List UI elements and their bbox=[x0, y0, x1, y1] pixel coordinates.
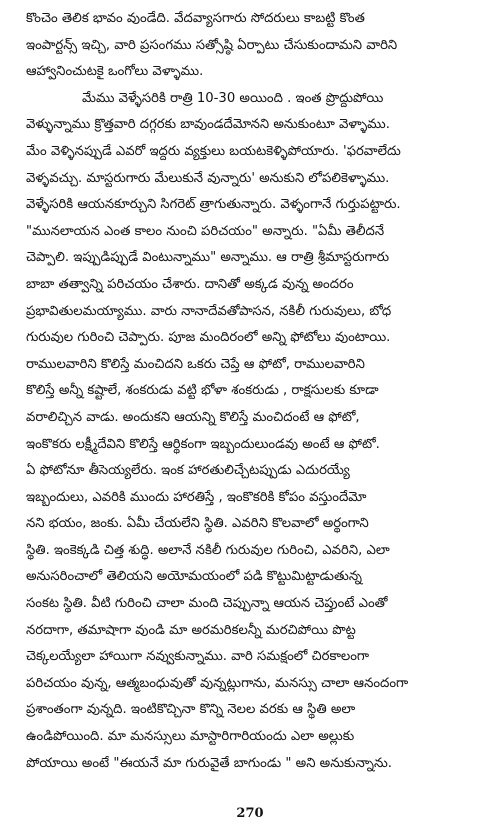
text-line: కొలిస్తే అన్నీ కష్టాలే, శంకరుడు వట్టి భోళా శంకరుడు , రాక్షసులకు కూడా bbox=[26, 383, 379, 399]
text-line: పోయాయి అంటే "ఈయనే మా గురువైతే బాగుండు " అని అనుకున్నాను. bbox=[26, 755, 393, 771]
text-line: ప్రభావితులమయ్యాము. వారు నానాదేవతోపాసన, నకిలీ గురువులు, బోధ bbox=[26, 303, 392, 319]
text-line: వెళ్ళేసరికి ఆయనకూర్చుని సిగరెట్ త్రాగుతున్నారు. వెళ్ళంగానే గుర్తుపట్టారు. bbox=[26, 197, 401, 213]
text-line: పరిచయం వున్న, ఆత్మబంధువుతో వున్నట్లుగాను, మనస్సు చాలా ఆనందంగా bbox=[26, 675, 409, 691]
text-line: చెక్కలయ్యేలా హాయిగా నవ్వుకున్నాము. వారి సమక్షంలో చిరకాలంగా bbox=[26, 649, 370, 665]
text-line: ఇబ్బందులు, ఎవరికి ముందు హారతిస్తే , ఇంకొకరికి కోపం వస్తుందేమో bbox=[26, 489, 367, 505]
text-line: గురువుల గురించి చెప్పారు. పూజ మందిరంలో అన్ని ఫోటోలు వుంటాయి. bbox=[26, 330, 391, 346]
text-line: ప్రశాంతంగా వున్నది. ఇంటికొచ్చినా కొన్ని నెలల వరకు ఆ స్థితి అలా bbox=[26, 702, 356, 718]
text-line: సంకట స్థితి. వీటి గురించి చాలా మంది చెప్పున్నా ఆయన చెప్తుంటే ఎంతో bbox=[26, 596, 388, 612]
text-line: బాబా తత్వాన్ని పరిచయం చేశారు. దానితో అక్కడ వున్న అందరం bbox=[26, 276, 354, 292]
text-line: ఆహ్వానించుటకై ఒంగోలు వెళ్ళాము. bbox=[26, 64, 204, 80]
text-line: వెళ్ళున్నాము క్రొత్తవారి దగ్గరకు బావుండదేమోనని అనుకుంటూ వెళ్ళాము. bbox=[26, 117, 390, 133]
text-line: ఇంకొకరు లక్ష్మీదేవిని కొలిస్తే ఆర్థికంగా ఇబ్బందులుండవు అంటే ఆ ఫోటో. bbox=[26, 436, 380, 452]
paragraph-start-line: మేము వెళ్ళేసరికి రాత్రి 10-30 అయింది . ఇంత ప్రొద్దుపోయి bbox=[82, 90, 384, 106]
text-line: వరాలిచ్చిన వాడు. అందుకని ఆయన్ని కొలిస్తే మంచిదంటే ఆ ఫోటో, bbox=[26, 409, 360, 425]
text-line: నని భయం, జంకు. ఏమీ చేయలేని స్థితి. ఎవరిని కొలవాలో అర్థంగాని bbox=[26, 516, 369, 532]
text-line: రాములవారిని కొలిస్తే మంచిదని ఒకరు చెప్తే ఆ ఫోటో, రాములవారిని bbox=[26, 356, 365, 372]
text-line: చెప్పాలి. ఇప్పుడిప్పుడే వింటున్నాము" అన్నాము. ఆ రాత్రి శ్రీమాస్టరుగారు bbox=[26, 250, 390, 266]
text-line: "మునలాయన ఎంత కాలం నుంచి పరిచయం" అన్నారు. "ఏమీ తెలీదనే bbox=[26, 223, 385, 239]
page-number: 270 bbox=[236, 806, 264, 821]
text-line: ఉండిపోయింది. మా మనస్సులు మాస్టారిగారియందు ఎలా అల్లుకు bbox=[26, 729, 355, 745]
text-line: వెళ్ళవచ్చు. మాస్టరుగారు మేలుకునే వున్నారు' అనుకుని లోపలికెళ్ళాము. bbox=[26, 170, 390, 186]
text-line: స్థితి. ఇంకెక్కడి చిత్త శుద్ధి. అలానే నకిలీ గురువుల గురించి, ఎవరిని, ఎలా bbox=[26, 542, 390, 558]
text-line: ఇంపార్టన్స్ ఇచ్చి, వారి ప్రసంగము సత్సోష్ఠి ఏర్పాటు చేసుకుందామని వారిని bbox=[26, 37, 398, 53]
text-line: కొంచెం తెలిక భావం వుండేది. వేదవ్యాసగారు సోదరులు కాబట్టి కొంత bbox=[26, 11, 365, 26]
text-line: నరదాగా, తమాషాగా వుండి మా అరమరికలన్నీ మరచిపోయి పొట్ట bbox=[26, 622, 356, 638]
text-line: అనుసరించాలో తెలియని అయోమయంలో పడి కొట్టుమిట్టాడుతున్న bbox=[26, 569, 362, 585]
text-line: ఏ ఫోటోనూ తీసెయ్యలేరు. ఇంక హారతులిచ్చేటప్పుడు ఎదురయ్యే bbox=[26, 463, 350, 479]
text-line: మేం వెళ్ళినప్పుడే ఎవరో ఇద్దరు వ్యక్తులు బయటకెళ్ళిపోయారు. 'ఫరవాలేదు bbox=[26, 143, 401, 159]
body-text bbox=[26, 6, 484, 777]
